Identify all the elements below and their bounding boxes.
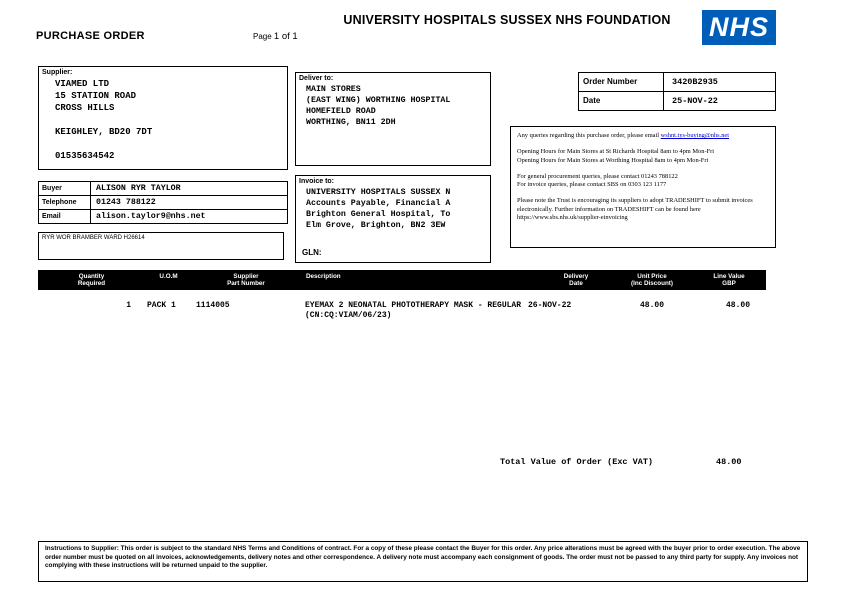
address-line: UNIVERSITY HOSPITALS SUSSEX N bbox=[306, 188, 451, 197]
deliver-to-box bbox=[295, 72, 491, 166]
invoice-to-label: Invoice to: bbox=[299, 178, 335, 185]
address-line: (EAST WING) WORTHING HOSPITAL bbox=[306, 96, 451, 105]
order-number-row bbox=[578, 72, 776, 92]
order-number-value: 3420B2935 bbox=[672, 77, 718, 87]
order-date-row bbox=[578, 91, 776, 111]
address-line bbox=[55, 114, 287, 126]
opening-hours bbox=[517, 148, 769, 165]
order-number-label: Order Number bbox=[579, 73, 664, 91]
email-value: alison.taylor9@nhs.net bbox=[96, 212, 206, 221]
buyer-label: Buyer bbox=[39, 182, 91, 195]
address-line: MAIN STORES bbox=[306, 85, 361, 94]
item-row bbox=[38, 301, 766, 321]
order-date-value: 25-NOV-22 bbox=[672, 96, 718, 106]
page-indicator bbox=[253, 31, 298, 42]
buyer-value: ALISON RYR TAYLOR bbox=[96, 184, 181, 193]
queries-paragraph bbox=[517, 132, 769, 140]
address-line: Brighton General Hospital, To bbox=[306, 210, 451, 219]
order-date-label: Date bbox=[579, 92, 664, 110]
nhs-logo: NHS bbox=[702, 10, 776, 45]
page-value: 1 of 1 bbox=[273, 31, 298, 42]
address-line: WORTHING, BN11 2DH bbox=[306, 118, 396, 127]
item-quantity: 1 bbox=[126, 301, 131, 310]
item-description: EYEMAX 2 NEONATAL PHOTOTHERAPY MASK - REGULAR (CN:CQ:VIAM/06/23) bbox=[305, 301, 522, 320]
invoice-to-address bbox=[306, 187, 490, 231]
supplier-box bbox=[38, 66, 288, 170]
buyer-info-table bbox=[38, 181, 288, 224]
opening-hours-line: Opening Hours for Main Stores at St Richards Hospital 8am to 4pm Mon-Fri bbox=[517, 148, 715, 156]
queries-text: Any queries regarding this purchase order, please email bbox=[517, 132, 661, 139]
col-header-delivery-date: Delivery Date bbox=[563, 272, 589, 287]
contact-line: For general procurement queries, please contact 01243 788122 bbox=[517, 172, 678, 180]
telephone-label: Telephone bbox=[39, 196, 91, 209]
address-line: VIAMED LTD bbox=[55, 79, 110, 89]
deliver-to-label: Deliver to: bbox=[299, 75, 334, 82]
item-delivery-date: 26-NOV-22 bbox=[528, 301, 572, 310]
org-title: UNIVERSITY HOSPITALS SUSSEX NHS FOUNDATION bbox=[343, 13, 671, 27]
col-header-line-value: Line Value GBP bbox=[713, 272, 745, 287]
tradeshift-note: Please note the Trust is encouraging its suppliers to adopt TRADESHIFT to submit invoices electronically. Further information on TRADESHIFT can be found here https://www.sbs.nhs.uk/supplier-einvoicing bbox=[517, 197, 753, 222]
email-label: Email bbox=[39, 210, 91, 223]
address-line bbox=[55, 138, 287, 150]
telephone-row bbox=[38, 195, 288, 210]
col-header-description: Description bbox=[306, 272, 341, 280]
invoice-to-box bbox=[295, 175, 491, 263]
queries-box bbox=[510, 126, 776, 248]
col-header-quantity: Quantity Required bbox=[77, 272, 106, 287]
reference-box bbox=[38, 232, 284, 260]
email-row bbox=[38, 209, 288, 224]
contact-lines bbox=[517, 173, 769, 190]
col-header-uom: U.O.M bbox=[159, 272, 178, 280]
address-line: Elm Grove, Brighton, BN2 3EW bbox=[306, 221, 446, 230]
supplier-instructions: Instructions to Supplier: This order is subject to the standard NHS Terms and Conditions of contract. For a copy of these please contact the Buyer for this order. Any price alterations must be agreed with the buyer prior to order execution. The above order number must be quoted on all invoices, acknowledgements, delivery notes and other correspondence. A delivery note must accompany each consignment of goods. The order must not be passed to any third party for supply. Any invoices not complying with these instructions will be returned unpaid to the supplier. bbox=[45, 545, 801, 570]
col-header-unit-price: Unit Price (Inc Discount) bbox=[631, 272, 673, 287]
address-line: KEIGHLEY, BD20 7DT bbox=[55, 127, 153, 137]
reference-code: RYR WOR BRAMBER WARD H26614 bbox=[42, 235, 145, 241]
contact-line: For invoice queries, please contact SBS on 0303 123 1177 bbox=[517, 181, 667, 189]
opening-hours-line: Opening Hours for Main Stores at Worthing Hospital 8am to 4pm Mon-Fri bbox=[517, 156, 709, 164]
total-label: Total Value of Order (Exc VAT) bbox=[500, 457, 654, 467]
instructions-box bbox=[38, 541, 808, 582]
item-part-number: 1114005 bbox=[196, 301, 230, 310]
gln-label: GLN: bbox=[302, 248, 322, 257]
item-uom: PACK 1 bbox=[147, 301, 176, 310]
col-header-part-number: Supplier Part Number bbox=[227, 272, 265, 287]
order-info-table bbox=[578, 72, 776, 111]
buyer-row bbox=[38, 181, 288, 196]
address-line: Accounts Payable, Financial A bbox=[306, 199, 451, 208]
total-value: 48.00 bbox=[716, 457, 742, 467]
doc-title: PURCHASE ORDER bbox=[36, 30, 145, 42]
item-line-value: 48.00 bbox=[725, 301, 750, 310]
page-label: Page bbox=[253, 32, 272, 41]
address-line: 01535634542 bbox=[55, 151, 115, 161]
address-line: CROSS HILLS bbox=[55, 103, 115, 113]
items-table-header bbox=[38, 270, 766, 290]
deliver-to-address bbox=[306, 84, 490, 128]
address-line: 15 STATION ROAD bbox=[55, 91, 137, 101]
item-unit-price: 48.00 bbox=[639, 301, 664, 310]
supplier-label: Supplier: bbox=[42, 69, 73, 76]
supplier-address bbox=[55, 78, 287, 162]
address-line: HOMEFIELD ROAD bbox=[306, 107, 376, 116]
telephone-value: 01243 788122 bbox=[96, 198, 156, 207]
buying-email-link[interactable]: wshnt.tys-buying@nhs.net bbox=[660, 132, 730, 139]
